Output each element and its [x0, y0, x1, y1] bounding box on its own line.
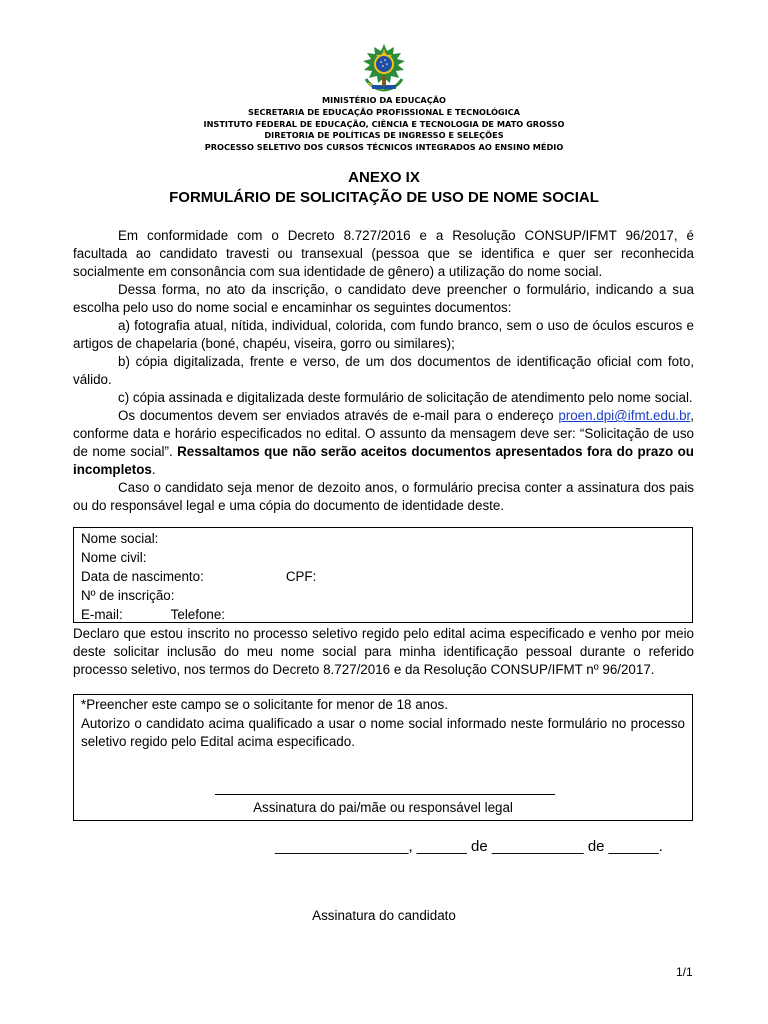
- paragraph-email: [73, 407, 694, 479]
- paragraph-instructions: Dessa forma, no ato da inscrição, o candidato deve preencher o formulário, indicando a sua escolha pelo uso do nome social e encaminhar os seguintes documentos:: [73, 282, 694, 315]
- phone-field[interactable]: Telefone:: [170, 607, 226, 622]
- guardian-signature-line[interactable]: [215, 794, 555, 795]
- list-item-id-copy: b) cópia digitalizada, frente e verso, de um dos documentos de identificação oficial com foto, válido.: [73, 354, 694, 387]
- brazil-coat-of-arms-icon: [358, 43, 410, 93]
- applicant-info-box: [73, 527, 693, 623]
- birth-cpf-row: [81, 567, 685, 586]
- email-link[interactable]: proen.dpi@ifmt.edu.br: [558, 408, 691, 423]
- warning-text: Ressaltamos que não serão aceitos documentos apresentados fora do prazo ou incompletos: [73, 444, 694, 477]
- candidate-signature-label: Assinatura do candidato: [312, 908, 456, 923]
- document-titles: [0, 168, 768, 208]
- email-instruction-text: Os documentos devem ser enviados através de e-mail para o endereço: [118, 408, 554, 423]
- cpf-field[interactable]: CPF:: [285, 569, 317, 584]
- civil-name-field[interactable]: Nome civil:: [81, 550, 147, 565]
- guardian-signature-label: Assinatura do pai/mãe ou responsável legal: [253, 800, 513, 815]
- paragraph-minor: Caso o candidato seja menor de dezoito anos, o formulário precisa conter a assinatura dos pais ou do responsável legal e uma cópia do documento de identidade deste.: [73, 480, 694, 513]
- declaration-text: Declaro que estou inscrito no processo seletivo regido pelo edital acima especificado e venho por meio deste solicitar inclusão do meu nome social para minha identificação pessoal durante o referido processo seletivo, nos termos do Decreto 8.727/2016 e da Resolução CONSUP/IFMT nº 96/2017.: [73, 626, 694, 677]
- form-title: FORMULÁRIO DE SOLICITAÇÃO DE USO DE NOME SOCIAL: [169, 189, 599, 206]
- header-line: PROCESSO SELETIVO DOS CURSOS TÉCNICOS INTEGRADOS AO ENSINO MÉDIO: [204, 142, 564, 153]
- header-line: MINISTÉRIO DA EDUCAÇÃO: [322, 95, 446, 105]
- social-name-field[interactable]: Nome social:: [81, 531, 159, 546]
- email-field[interactable]: E-mail:: [81, 607, 123, 622]
- document-body: [73, 227, 694, 515]
- institution-header: [0, 95, 768, 154]
- page-number: 1/1: [676, 965, 693, 979]
- header-line: DIRETORIA DE POLÍTICAS DE INGRESSO E SELEÇÕES: [264, 130, 504, 141]
- email-subject-text: , conforme data e horário especificados no edital. O assunto da mensagem deve ser: “Solicitação de uso de nome social”.: [73, 408, 694, 459]
- list-item-photo: a) fotografia atual, nítida, individual, colorida, com fundo branco, sem o uso de óculos escuros e artigos de chapelaria (boné, chapéu, viseira, gorro ou similares);: [73, 318, 694, 351]
- list-item-form-copy: c) cópia assinada e digitalizada deste formulário de solicitação de atendimento pelo nome social.: [118, 390, 693, 405]
- header-line: INSTITUTO FEDERAL DE EDUCAÇÃO, CIÊNCIA E TECNOLOGIA DE MATO GROSSO: [203, 118, 565, 129]
- authorization-text: Autorizo o candidato acima qualificado a usar o nome social informado neste formulário no processo seletivo regido pelo Edital acima especificado.: [81, 715, 685, 749]
- date-line[interactable]: ________________, ______ de ___________ de ______.: [275, 838, 663, 855]
- minor-note: *Preencher este campo se o solicitante for menor de 18 anos.: [81, 697, 448, 712]
- birth-date-field[interactable]: Data de nascimento:: [81, 569, 204, 584]
- warning-end: .: [151, 462, 156, 477]
- registration-field[interactable]: Nº de inscrição:: [81, 588, 175, 603]
- annex-title: ANEXO IX: [348, 169, 420, 186]
- header-line: SECRETARIA DE EDUCAÇÃO PROFISSIONAL E TECNOLÓGICA: [247, 106, 521, 117]
- email-phone-row: [81, 605, 685, 624]
- paragraph-decree: Em conformidade com o Decreto 8.727/2016 e a Resolução CONSUP/IFMT 96/2017, é facultada ao candidato travesti ou transexual (pessoa que se identifica e quer ser reconhecida socialmente em consonância com sua identidade de gênero) a utilização do nome social.: [73, 228, 694, 279]
- guardian-authorization-box: [73, 694, 693, 821]
